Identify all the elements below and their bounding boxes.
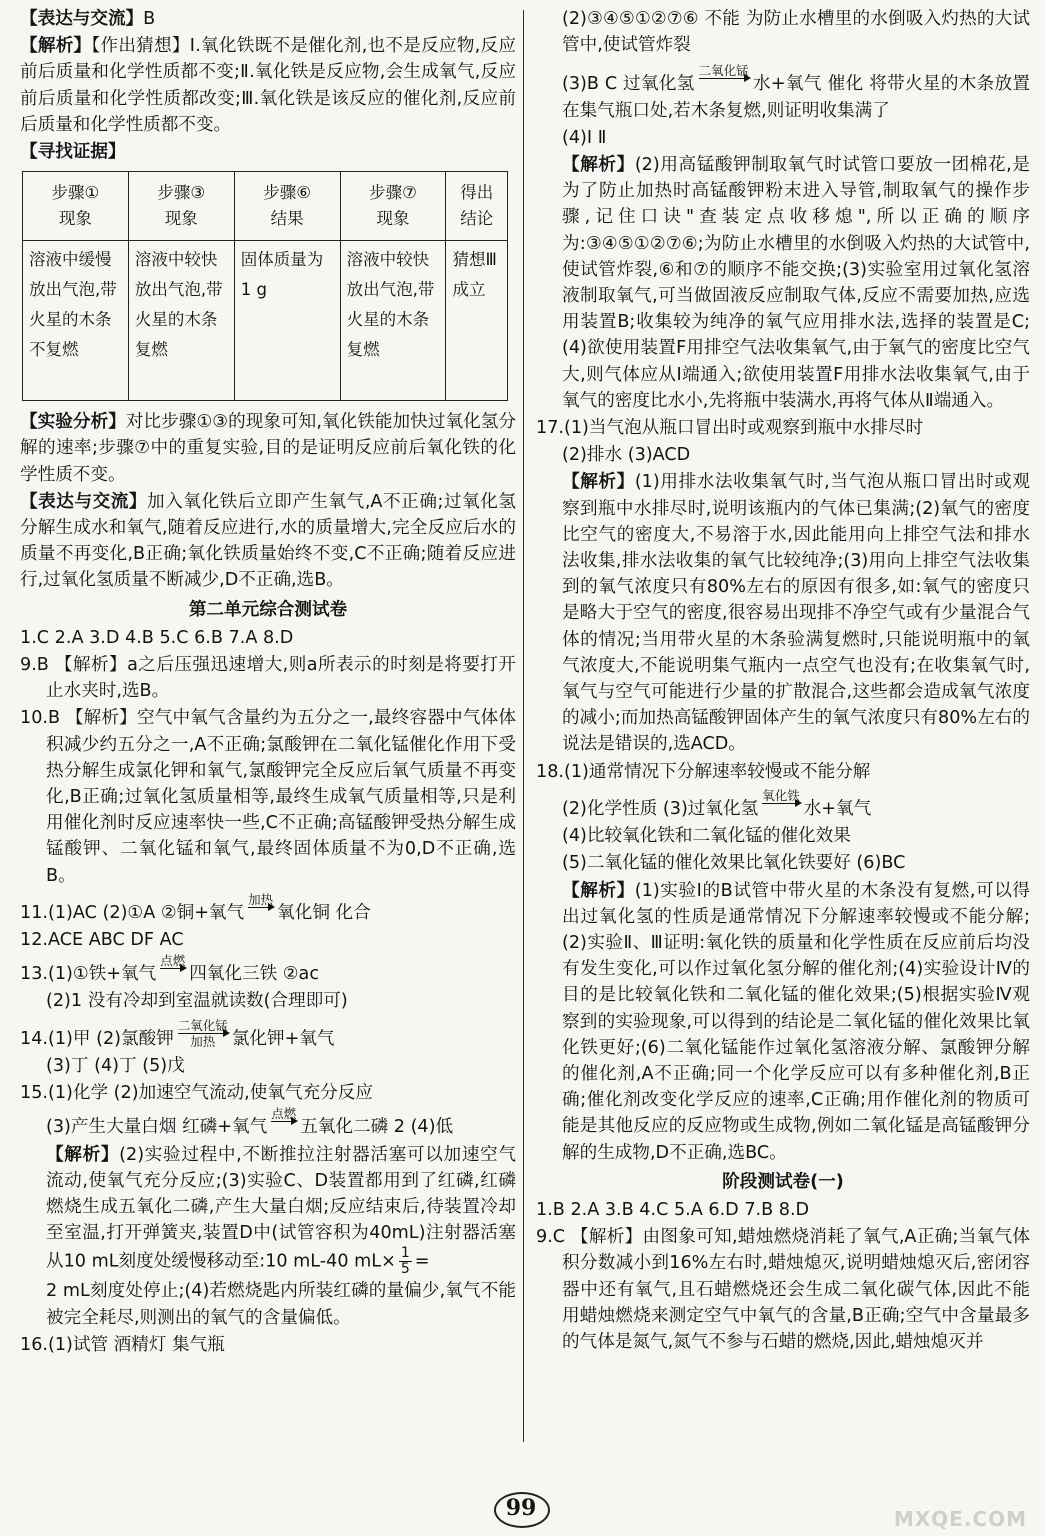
answer-line: (2)化学性质 (3)过氧化氢 氧化铁 水+氧气 <box>562 787 872 819</box>
table-header-cell: 步骤① 现象 <box>23 172 129 241</box>
reaction-arrow: 二氧化锰 <box>698 63 749 79</box>
answer-line: (5)二氧化锰的催化效果比氧化铁要好 (6)BC <box>562 853 906 874</box>
answer-line: (2)③④⑤①②⑦⑥ 不能 为防止水槽里的水倒吸入灼热的大试管中,使试管炸裂 <box>562 9 1030 56</box>
answer-line: 9.B 【解析】a之后压强迅速增大,则a所表示的时刻是将要打开止水夹时,选B。 <box>20 655 516 702</box>
section-title: 阶段测试卷(一) <box>722 1171 844 1192</box>
text: 【作出猜想】Ⅰ.氧化铁既不是催化剂,也不是反应物,反应前后质量和化学性质都不变;Ⅱ.氧化铁是反应物,会生成氧气,反应前后质量和化学性质都改变;Ⅲ.氧化铁是该反应的催化剂,反应前后质量和化学性质都不变。 <box>20 36 516 135</box>
answer-line: (2)排水 (3)ACD <box>562 445 691 466</box>
reaction-arrow: 加热 <box>248 891 274 907</box>
text: 加入氧化铁后立即产生氧气,A不正确;过氧化氢分解生成水和氧气,随着反应进行,水的质量增大,完全反应后水的质量不再变化,B正确;氧化铁质量始终不变,C不正确;随着反应进行,过氧化氢质量不断减少,D不正确,选B。 <box>20 491 516 591</box>
label: 【寻找证据】 <box>20 142 126 163</box>
paragraph: 9.C 【解析】由图象可知,蜡烛燃烧消耗了氧气,A正确;当氧气体积分数减小到16%左右时,蜡烛熄灭,说明蜡烛熄灭后,密闭容器中还有氧气,且石蜡燃烧还会生成二氧化碳气体,因此不能用蜡烛燃烧来测定空气中氧气的含量,B正确;空气中含量最多的气体是氮气,氮气不参与石蜡的燃烧,因此,蜡烛熄灭并 <box>536 1227 1030 1352</box>
table-cell: 溶液中较快放出气泡,带火星的木条复燃 <box>128 241 234 401</box>
evidence-table <box>22 171 508 401</box>
answer-line: (3)产生大量白烟 红磷+氧气 点燃 五氧化二磷 2 (4)低 <box>46 1106 454 1138</box>
table-header-cell: 步骤⑦ 现象 <box>340 172 446 241</box>
paragraph: 2 mL刻度处停止;(4)若燃烧匙内所装红磷的量偏少,氧气不能被完全耗尽,则测出的氧气的含量偏低。 <box>46 1281 516 1328</box>
paragraph <box>20 6 516 32</box>
right-column <box>536 6 1030 1356</box>
table-header-cell: 步骤⑥ 结果 <box>234 172 340 241</box>
table-header-row <box>23 172 508 241</box>
watermark-site: MXQE.COM <box>893 1506 1027 1531</box>
fraction: $\frac{1}{5}$ <box>400 1245 410 1278</box>
answer-line: (3)丁 (4)丁 (5)戊 <box>46 1055 185 1076</box>
answer-line: 10.B 【解析】空气中氧气含量约为五分之一,最终容器中气体体积减少约五分之一,A不正确;氯酸钾在二氧化锰催化作用下受热分解生成氯化钾和氧气,氯酸钾完全反应后氧气质量不再变化,B正确;过氧化氢质量相等,最终生成氧气质量相等,只是利用催化剂时反应速率快一些,C不正确;高锰酸钾受热分解生成锰酸钾、二氧化锰和氧气,最终固体质量不为0,D不正确,选B。 <box>20 708 516 886</box>
label: 【表达与交流】 <box>20 491 148 512</box>
watermark <box>847 1452 1027 1532</box>
answer-line: 18.(1)通常情况下分解速率较慢或不能分解 <box>536 761 871 782</box>
left-column <box>20 6 516 1359</box>
answer-line: 1.C 2.A 3.D 4.B 5.C 6.B 7.A 8.D <box>20 627 294 648</box>
label: 【表达与交流】 <box>20 9 144 29</box>
paragraph: 【解析】(1)用排水法收集氧气时,当气泡从瓶口冒出时或观察到瓶中水排尽时,说明该瓶内的气体已集满;(2)氧气的密度比空气的密度大,不易溶于水,因此能用向上排空气法和排水法收集,排水法收集的氧气比较纯净;(3)用向上排空气法收集到的氧气浓度只有80%左右的原因有很多,如:氧气的密度只是略大于空气的密度,很容易出现排不净空气或有少量混合气体的情况;当用带火星的木条验满复燃时,只能说明瓶中的氧气浓度大,不能说明集气瓶内一点空气也没有;在收集氧气时,氧气与空气可能进行少量的扩散混合,这些都会造成氧气浓度的减小;而加热高锰酸钾固体产生的氧气浓度只有80%左右的说法是错误的,选ACD。 <box>562 472 1030 755</box>
table-cell: 溶液中缓慢放出气泡,带火星的木条不复燃 <box>23 241 129 401</box>
answer-line: 11.(1)AC (2)①A ②铜+氧气 加热 氧化铜 化合 <box>20 891 371 923</box>
paragraph <box>20 409 516 488</box>
answer-line: 13.(1)①铁+氧气 点燃 四氧化三铁 ②ac <box>20 953 320 985</box>
table-row <box>23 241 508 401</box>
label: 【解析】 <box>20 36 92 57</box>
answer-line: (3)B C 过氧化氢 二氧化锰 水+氧气 催化 将带火星的木条放置在集气瓶口处,若木条复燃,则证明收集满了 <box>562 63 1030 121</box>
answer-line: 15.(1)化学 (2)加速空气流动,使氧气充分反应 <box>20 1083 373 1104</box>
reaction-arrow: 点燃 <box>271 1106 297 1122</box>
section-title: 第二单元综合测试卷 <box>188 599 348 620</box>
label: 【实验分析】 <box>20 412 126 433</box>
answer-line: 12.ACE ABC DF AC <box>20 930 184 951</box>
answer-line: 17.(1)当气泡从瓶口冒出时或观察到瓶中水排尽时 <box>536 418 924 439</box>
paragraph: 【解析】(1)实验Ⅰ的B试管中带火星的木条没有复燃,可以得出过氧化氢的性质是通常情况下分解速率较慢或不能分解;(2)实验Ⅱ、Ⅲ证明:氧化铁的质量和化学性质在反应前后均没有发生变化,可以作过氧化氢分解的催化剂;(4)实验设计Ⅳ的目的是比较氧化铁和二氧化锰的催化效果;(5)根据实验Ⅳ观察到的实验现象,可以得到的结论是二氧化锰的催化效果比氧化铁更好;(6)二氧化锰能作过氧化氢溶液分解、氯酸钾分解的催化剂,A不正确;同一个化学反应可以有多种催化剂,B正确;催化剂改变化学反应的速率,C正确;用作催化剂的物质可能是其他反应的反应物或生成物,例如二氧化锰是高锰酸钾分解的生成物,D不正确,选BC。 <box>562 880 1030 1163</box>
answer-line: (4)Ⅰ Ⅱ <box>562 127 607 148</box>
reaction-arrow: 点燃 <box>160 953 186 969</box>
text: 对比步骤①③的现象可知,氧化铁能加快过氧化氢分解的速率;步骤⑦中的重复实验,目的是证明反应前后氧化铁的化学性质不变。 <box>20 412 516 485</box>
text: B <box>143 9 156 29</box>
page-number: 99 <box>486 1490 556 1528</box>
table-cell: 猜想Ⅲ成立 <box>446 241 508 401</box>
table-header-cell: 步骤③ 现象 <box>128 172 234 241</box>
paragraph <box>20 139 516 165</box>
answer-line: 14.(1)甲 (2)氯酸钾 二氧化锰 加热 氯化钾+氧气 <box>20 1017 335 1049</box>
table-header-cell: 得出 结论 <box>446 172 508 241</box>
paragraph <box>20 33 516 138</box>
reaction-arrow: 二氧化锰 加热 <box>177 1017 228 1049</box>
answer-line: (2)1 没有冷却到室温就读数(合理即可) <box>46 991 348 1012</box>
paragraph: 【解析】(2)实验过程中,不断推拉注射器活塞可以加速空气流动,使氧气充分反应;(3)实验C、D装置都用到了红磷,红磷燃烧生成五氧化二磷,产生大量白烟;反应结束后,待装置冷却至室温,打开弹簧夹,装置D中(试管容积为40mL)注射器活塞从10 mL刻度处缓慢移动至:10 mL-40 mL× $\frac{1}{5}$ = <box>46 1144 516 1278</box>
reaction-arrow: 氧化铁 <box>762 787 800 803</box>
table-cell: 固体质量为1 g <box>234 241 340 401</box>
column-divider <box>523 10 524 1442</box>
answer-line: (4)比较氧化铁和二氧化锰的催化效果 <box>562 826 851 847</box>
paragraph <box>20 489 516 594</box>
answer-line: 1.B 2.A 3.B 4.C 5.A 6.D 7.B 8.D <box>536 1199 810 1220</box>
table-cell: 溶液中较快放出气泡,带火星的木条复燃 <box>340 241 446 401</box>
paragraph: 【解析】(2)用高锰酸钾制取氧气时试管口要放一团棉花,是为了防止加热时高锰酸钾粉末进入导管,制取氧气的操作步骤,记住口诀"查装定点收移熄",所以正确的顺序为:③④⑤①②⑦⑥;为防止水槽里的水倒吸入灼热的大试管中,使试管炸裂,⑥和⑦的顺序不能交换;(3)实验室用过氧化氢溶液制取氧气,可当做固液反应制取气体,反应不需要加热,应选用装置B;收集较为纯净的氧气应用排水法,选择的装置是C;(4)欲使用装置F用排空气法收集氧气,由于氧气的密度比空气大,则气体应从Ⅰ端通入;欲使用装置F用排水法收集氧气,由于氧气的密度比水小,先将瓶中装满水,再将气体从Ⅱ端通入。 <box>562 155 1030 411</box>
answer-line: 16.(1)试管 酒精灯 集气瓶 <box>20 1334 225 1355</box>
